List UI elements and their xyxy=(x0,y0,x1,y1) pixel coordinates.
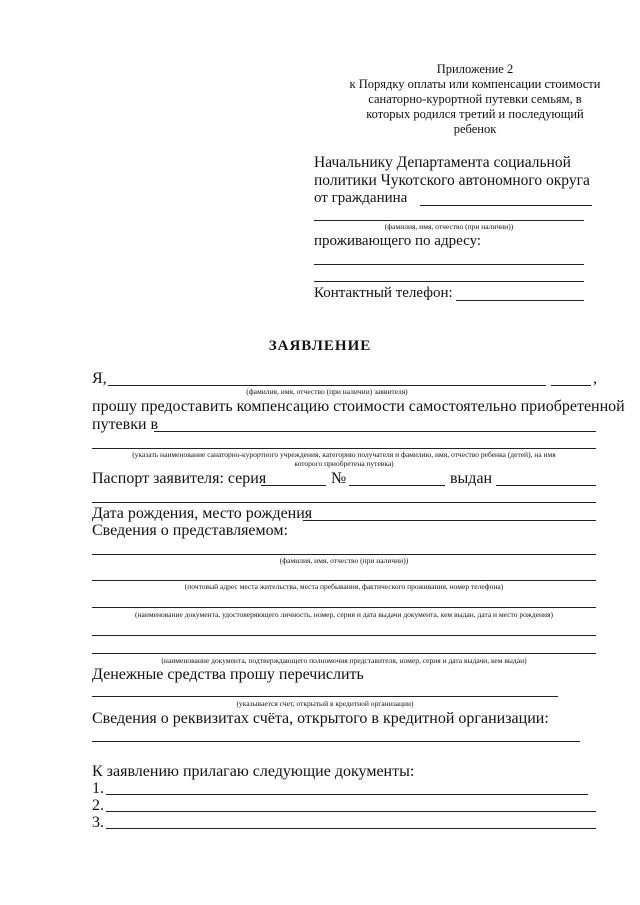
birth-field[interactable] xyxy=(303,520,596,521)
applicant-fio-field[interactable] xyxy=(108,385,546,386)
id-doc-field[interactable] xyxy=(92,607,596,608)
represented-address-field[interactable] xyxy=(92,580,596,581)
represented-fio-field[interactable] xyxy=(92,554,596,555)
passport-label: Паспорт заявителя: серия xyxy=(92,470,267,487)
phone-field[interactable] xyxy=(456,300,584,301)
money-label: Денежные средства прошу перечислить xyxy=(92,666,364,683)
passport-extra-field[interactable] xyxy=(92,502,596,503)
address-field-2[interactable] xyxy=(314,281,584,282)
represented-label: Сведения о представляемом: xyxy=(92,522,288,539)
addressee-line: Начальнику Департамента социальной xyxy=(314,154,571,171)
appendix-line: ребенок xyxy=(453,122,497,136)
document-title: ЗАЯВЛЕНИЕ xyxy=(268,338,372,354)
citizen-fio-caption: (фамилия, имя, отчество (при наличии)) xyxy=(384,222,514,231)
represented-address-caption: (почтовый адрес места жительства, места пребывания, фактического проживания, номер телефона) xyxy=(184,582,504,591)
birth-label: Дата рождения, место рождения xyxy=(92,505,313,522)
addressee-block xyxy=(314,154,604,190)
represented-fio-caption: (фамилия, имя, отчество (при наличии)) xyxy=(279,556,409,565)
passport-issued-label: выдан xyxy=(450,470,493,487)
account-caption: (указывается счет, открытый в кредитной организации) xyxy=(236,699,414,708)
requisites-label: Сведения о реквизитах счёта, открытого в кредитной организации: xyxy=(92,710,549,727)
attach-item-number: 1. xyxy=(92,780,104,797)
applicant-caption: (фамилия, имя, отчество (при наличии) заявителя) xyxy=(246,387,408,396)
ya-label: Я, xyxy=(92,370,107,387)
attach-label: К заявлению прилагаю следующие документы: xyxy=(92,763,415,780)
passport-issued-field[interactable] xyxy=(496,485,596,486)
request-line-1: прошу предоставить компенсацию стоимости самостоятельно приобретенной xyxy=(92,398,625,415)
authority-caption: (наименование документа, подтверждающего полномочия представителя, номер, серия и дата выдачи, кем выдан) xyxy=(161,656,527,665)
appendix-line: которых родился третий и последующий xyxy=(366,107,584,121)
address-label: проживающего по адресу: xyxy=(314,233,482,249)
institution-caption: (указать наименование санаторно-курортного учреждения, категорию получателя и фамилию, имя, отчество ребенка (детей), на имя xyxy=(132,450,556,459)
appendix-line: санаторно-курортной путевки семьям, в xyxy=(368,92,582,106)
institution-field-2[interactable] xyxy=(92,448,596,449)
institution-field[interactable] xyxy=(154,431,596,432)
request-line-2: путевки в xyxy=(92,416,159,433)
comma: , xyxy=(593,370,597,387)
attach-item-field[interactable] xyxy=(106,828,596,829)
appendix-line: Приложение 2 xyxy=(436,62,514,76)
attach-item-field[interactable] xyxy=(106,794,588,795)
from-citizen-field[interactable] xyxy=(420,205,592,206)
passport-number-sign: № xyxy=(331,470,347,487)
account-field[interactable] xyxy=(92,696,558,697)
from-citizen-label: от гражданина xyxy=(314,190,408,206)
phone-label: Контактный телефон: xyxy=(314,285,453,301)
id-doc-caption: (наименование документа, удостоверяющего личность, номер, серия и дата выдачи документа, кем выдан, дата и место рождения) xyxy=(135,610,553,619)
citizen-fio-field[interactable] xyxy=(314,220,584,221)
id-doc-field-2[interactable] xyxy=(92,635,596,636)
attach-item-number: 2. xyxy=(92,797,104,814)
passport-series-field[interactable] xyxy=(261,485,326,486)
institution-caption-2: которого приобретена путевка) xyxy=(294,459,394,468)
passport-number-field[interactable] xyxy=(349,485,445,486)
applicant-extra-field[interactable] xyxy=(551,385,591,386)
attach-item-number: 3. xyxy=(92,814,104,831)
authority-field[interactable] xyxy=(92,653,596,654)
addressee-line: политики Чукотского автономного округа xyxy=(314,172,590,189)
appendix-header xyxy=(330,62,620,137)
appendix-line: к Порядку оплаты или компенсации стоимости xyxy=(349,77,601,91)
requisites-field[interactable] xyxy=(92,741,580,742)
attach-item-field[interactable] xyxy=(106,811,596,812)
address-field-1[interactable] xyxy=(314,264,584,265)
